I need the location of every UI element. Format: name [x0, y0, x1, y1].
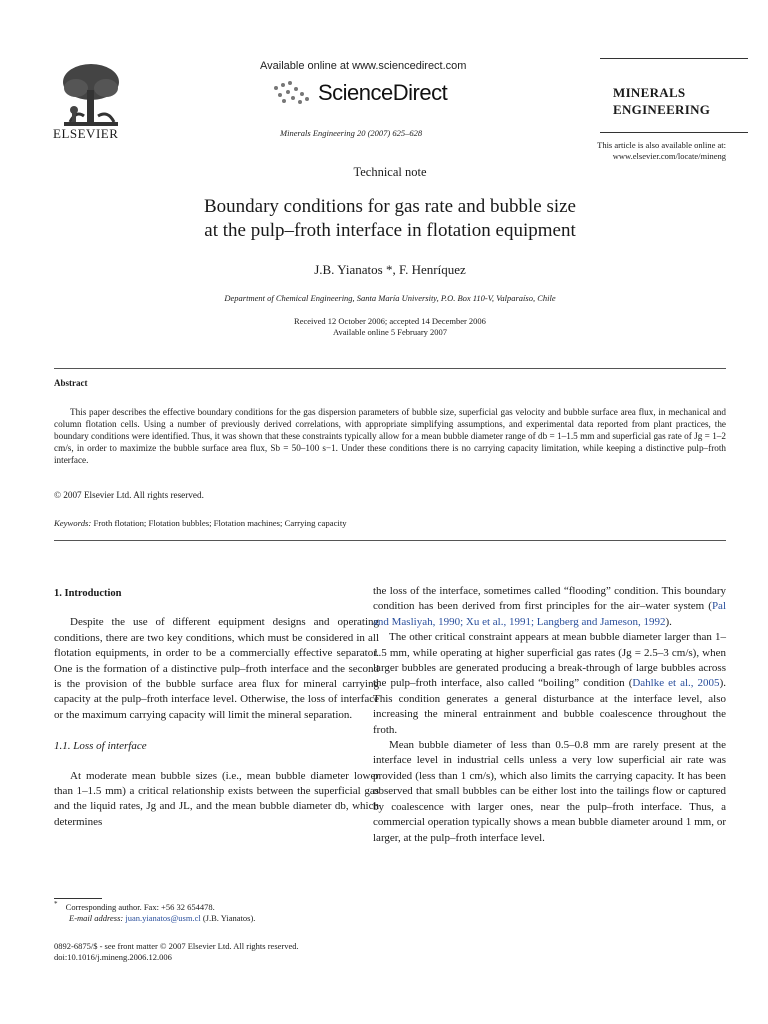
email-suffix: (J.B. Yianatos).: [202, 912, 256, 923]
body-paragraph: [373, 584, 726, 630]
subsection-heading: 1.1. Loss of interface: [54, 740, 147, 753]
body-column-left: [54, 586, 379, 830]
article-title: [0, 195, 768, 243]
citation-link[interactable]: Pal and Masliyah, 1990; Xu et al., 1991; Langberg and Jameson, 1992: [373, 600, 726, 628]
corresponding-author-text: Corresponding author. Fax: +56 32 654478.: [65, 901, 215, 912]
journal-url[interactable]: www.elsevier.com/locate/mineng: [612, 151, 726, 161]
abstract-text: This paper describes the effective boundary conditions for the gas dispersion parameters of bubble size, superficial gas velocity and bubble surface area flux, in mechanical and column flotation cells. Using a number of previously derived correlations, with appropriate simplifying assumptions, and experimental data reported from plant practices, the boundary conditions were identified. Thus, it was shown that these constraints typically allow for a mean bubble diameter range of db = 1–1.5 mm and superficial gas rate of Jg = 1–2 cm/s, in order to maximize the bubble surface area flux, Sb = 50–100 s−1. Under these conditions there is no carrying capacity limitation, while keeping a distinctive pulp–froth interface.: [54, 407, 726, 465]
body-paragraph: Despite the use of different equipment designs and operating conditions, there are two key conditions, which must be considered in all flotation equipments, in order to be a commercially effective separator. One is the formation of a distinctive pulp–froth interface and the second is the provision of the bubble surface area flux for mineral carrying capacity at the pulp–froth interface level. Otherwise, the loss of interface or the maximum carrying capacity will limit the mineral separation.: [54, 616, 379, 721]
sciencedirect-logo: [272, 80, 447, 106]
email-note: [54, 913, 374, 924]
body-paragraph: At moderate mean bubble sizes (i.e., mean bubble diameter lower than 1–1.5 mm) a critical relationship exists between the superficial gas and the liquid rates, Jg and JL, and the mean bubble diameter db, which determines: [54, 769, 379, 828]
journal-title-line2: ENGINEERING: [613, 102, 711, 117]
body-column-right: [373, 584, 726, 846]
citation-link[interactable]: Dahlke et al., 2005: [632, 677, 720, 690]
publisher-name: ELSEVIER: [53, 126, 119, 141]
journal-title: [613, 84, 710, 118]
abstract-copyright: © 2007 Elsevier Ltd. All rights reserved.: [54, 490, 204, 500]
received-date: Received 12 October 2006; accepted 14 December 2006: [294, 316, 486, 326]
publication-info: [54, 941, 384, 963]
footnote: [54, 899, 374, 924]
paragraph-text: ). This condition generates a general disturbance at the interface level, also increasing the mineral entrainment and bubble coalescence throughout the froth.: [373, 677, 726, 736]
keywords-list: Froth flotation; Flotation bubbles; Flotation machines; Carrying capacity: [93, 518, 347, 528]
email-link[interactable]: juan.yianatos@usm.cl: [125, 912, 201, 923]
journal-title-rule-bottom: [600, 132, 748, 133]
section-heading: 1. Introduction: [54, 588, 122, 599]
abstract-rule-bottom: [54, 540, 726, 541]
corresponding-author-note: [54, 899, 374, 913]
keywords-label: Keywords:: [54, 518, 92, 528]
keywords: [54, 518, 347, 528]
journal-title-rule-top: [600, 58, 748, 59]
issn-line: 0892-6875/$ - see front matter © 2007 Elsevier Ltd. All rights reserved.: [54, 941, 299, 951]
paragraph-text: ).: [665, 615, 672, 628]
available-online-text: Available online at www.sciencedirect.com: [260, 60, 467, 72]
email-label: E-mail address:: [69, 912, 124, 923]
doi-line: doi:10.1016/j.mineng.2006.12.006: [54, 952, 172, 962]
journal-citation: Minerals Engineering 20 (2007) 625–628: [280, 128, 423, 138]
available-date: Available online 5 February 2007: [332, 327, 448, 337]
sciencedirect-logo-text: ScienceDirect: [318, 80, 448, 105]
paragraph-text: The other critical constraint appears at mean bubble diameter larger than 1–1.5 mm, while operating at higher superficial gas rates (Jg = 2.5–3 cm/s), when larger bubbles are generated producing a break-through of large bubbles across the pulp–froth interface, also called “boiling” condition (: [373, 631, 726, 690]
journal-title-line1: MINERALS: [613, 85, 686, 100]
affiliation: Department of Chemical Engineering, Santa María University, P.O. Box 110-V, Valparaíso, Chile: [224, 293, 556, 303]
article-title-line1: Boundary conditions for gas rate and bubble size: [204, 196, 576, 217]
article-title-line2: at the pulp–froth interface in flotation equipment: [204, 220, 576, 241]
sciencedirect-dots-icon: [272, 80, 312, 106]
article-dates: [0, 316, 768, 338]
also-available-line1: This article is also available online at:: [597, 140, 726, 150]
also-available-note: [560, 140, 726, 162]
paragraph-text: the loss of the interface, sometimes called “flooding” condition. This boundary condition has been derived from first principles for the air–water system (: [373, 585, 726, 613]
body-paragraph: Mean bubble diameter of less than 0.5–0.8 mm are rarely present at the interface level in industrial cells unless a very low superficial air rate was provided (less than 1 cm/s), which also limits the carrying capacity. It has been observed that small bubbles can be either lost into the tailings flow or captured by coalescence with larger ones, near the pulp–froth interface. Thus, a commercial operation typically shows a mean bubble diameter around 1 mm, or larger, at the pulp–froth interface level.: [373, 739, 726, 844]
body-paragraph: [373, 630, 726, 738]
authors: J.B. Yianatos *, F. Henríquez: [314, 262, 466, 277]
footnote-marker: *: [54, 900, 58, 908]
abstract-heading: Abstract: [54, 378, 88, 388]
article-type: Technical note: [353, 165, 427, 179]
abstract-rule-top: [54, 368, 726, 369]
elsevier-tree-logo-icon: [56, 60, 126, 130]
